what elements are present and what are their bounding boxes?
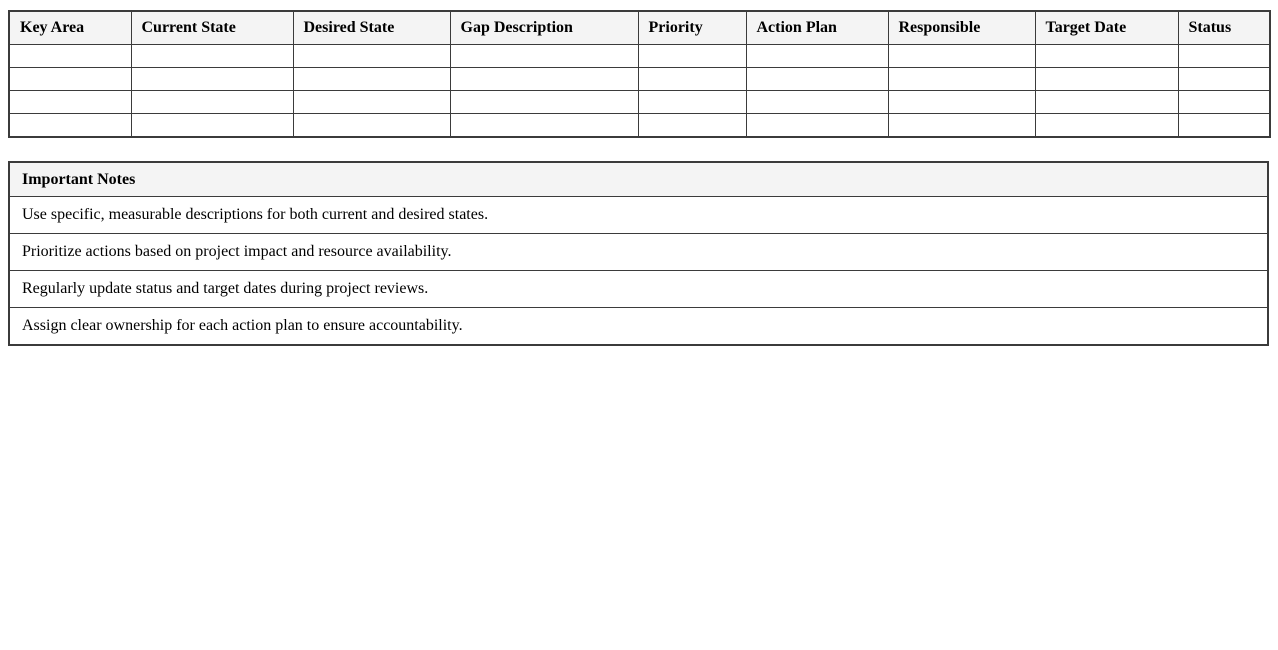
empty-cell <box>9 91 131 114</box>
empty-cell <box>746 114 888 138</box>
empty-cell <box>450 45 638 68</box>
column-header-key-area: Key Area <box>9 11 131 45</box>
empty-cell <box>888 68 1035 91</box>
note-row <box>9 197 1268 234</box>
empty-cell <box>131 91 293 114</box>
empty-cell <box>746 45 888 68</box>
empty-cell <box>1035 68 1178 91</box>
empty-cell <box>1178 68 1270 91</box>
empty-cell <box>888 114 1035 138</box>
empty-cell <box>638 45 746 68</box>
empty-cell <box>450 91 638 114</box>
empty-cell <box>638 91 746 114</box>
column-header-desired-state: Desired State <box>293 11 450 45</box>
empty-cell <box>293 114 450 138</box>
empty-cell <box>131 68 293 91</box>
empty-cell <box>9 114 131 138</box>
column-header-action-plan: Action Plan <box>746 11 888 45</box>
empty-cell <box>131 114 293 138</box>
gap-table-row <box>9 45 1270 68</box>
note-item: Use specific, measurable descriptions for both current and desired states. <box>9 197 1268 234</box>
column-header-status: Status <box>1178 11 1270 45</box>
empty-cell <box>9 68 131 91</box>
empty-cell <box>1178 45 1270 68</box>
column-header-current-state: Current State <box>131 11 293 45</box>
empty-cell <box>293 68 450 91</box>
notes-header-row <box>9 162 1268 197</box>
empty-cell <box>1035 114 1178 138</box>
empty-cell <box>1178 114 1270 138</box>
empty-cell <box>746 91 888 114</box>
empty-cell <box>888 45 1035 68</box>
empty-cell <box>638 114 746 138</box>
empty-cell <box>293 91 450 114</box>
column-header-responsible: Responsible <box>888 11 1035 45</box>
important-notes-table <box>8 161 1269 346</box>
empty-cell <box>293 45 450 68</box>
gap-table-header-row <box>9 11 1270 45</box>
empty-cell <box>131 45 293 68</box>
empty-cell <box>888 91 1035 114</box>
gap-table-row <box>9 91 1270 114</box>
column-header-gap-description: Gap Description <box>450 11 638 45</box>
empty-cell <box>1178 91 1270 114</box>
note-item: Assign clear ownership for each action plan to ensure accountability. <box>9 308 1268 346</box>
empty-cell <box>450 114 638 138</box>
note-row <box>9 308 1268 346</box>
empty-cell <box>638 68 746 91</box>
column-header-priority: Priority <box>638 11 746 45</box>
column-header-target-date: Target Date <box>1035 11 1178 45</box>
empty-cell <box>746 68 888 91</box>
empty-cell <box>450 68 638 91</box>
gap-table-row <box>9 68 1270 91</box>
notes-title: Important Notes <box>9 162 1268 197</box>
note-row <box>9 271 1268 308</box>
gap-table-row <box>9 114 1270 138</box>
note-item: Regularly update status and target dates during project reviews. <box>9 271 1268 308</box>
gap-analysis-table <box>8 10 1271 138</box>
note-row <box>9 234 1268 271</box>
empty-cell <box>1035 91 1178 114</box>
empty-cell <box>9 45 131 68</box>
empty-cell <box>1035 45 1178 68</box>
note-item: Prioritize actions based on project impact and resource availability. <box>9 234 1268 271</box>
